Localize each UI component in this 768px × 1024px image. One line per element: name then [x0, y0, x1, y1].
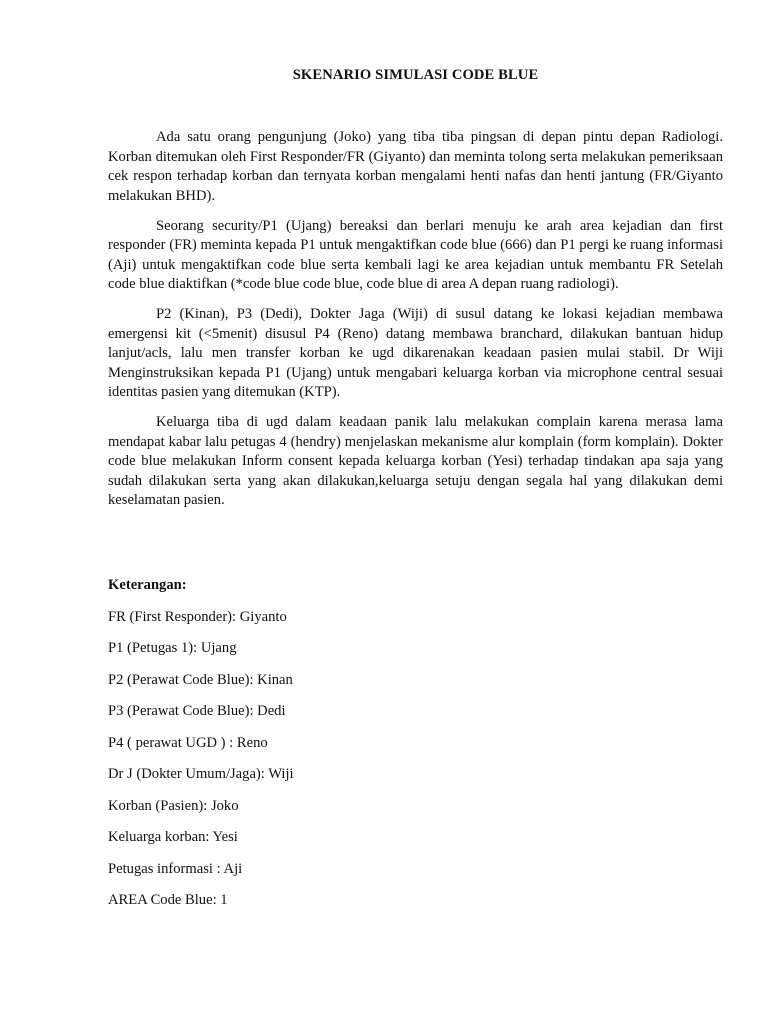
paragraph-2: Seorang security/P1 (Ujang) bereaksi dan berlari menuju ke arah area kejadian dan first responder (FR) meminta kepada P1 untuk mengaktifkan code blue (666) dan P1 pergi ke ruang informasi (Aji) untuk mengaktifkan code blue serta kembali lagi ke area kejadian untuk membantu FR Setelah code blue diaktifkan (*code blue code blue, code blue di area A depan ruang radiologi).	[108, 217, 723, 292]
note-item: P2 (Perawat Code Blue): Kinan	[108, 671, 293, 688]
note-item: Korban (Pasien): Joko	[108, 797, 239, 814]
document-body	[108, 128, 723, 521]
note-item: Dr J (Dokter Umum/Jaga): Wiji	[108, 766, 294, 782]
note-item: P1 (Petugas 1): Ujang	[108, 640, 237, 656]
paragraph-3: P2 (Kinan), P3 (Dedi), Dokter Jaga (Wiji) di susul datang ke lokasi kejadian membawa emergensi kit (<5menit) disusul P4 (Reno) datang membawa branchard, dilakukan bantuan hidup lanjut/acls, lalu men transfer korban ke ugd dikarenakan keadaan pasien mulai stabil. Dr Wiji Menginstruksikan kepada P1 (Ujang) untuk mengabari keluarga korban via microphone central sesuai identitas pasien yang ditemukan (KTP).	[108, 306, 723, 400]
paragraph-4: Keluarga tiba di ugd dalam keadaan panik lalu melakukan complain karena merasa lama mendapat kabar lalu petugas 4 (hendry) menjelaskan mekanisme alur komplain (form komplain). Dokter code blue melakukan Inform consent kepada keluarga korban (Yesi) terhadap tindakan apa saja yang sudah dilakukan serta yang akan dilakukan,keluarga setuju dengan segala hal yang dilakukan demi keselamatan pasien.	[108, 414, 723, 508]
note-item: P3 (Perawat Code Blue): Dedi	[108, 703, 286, 719]
document-title: SKENARIO SIMULASI CODE BLUE	[292, 67, 539, 83]
notes-heading: Keterangan:	[108, 577, 187, 593]
paragraph-1: Ada satu orang pengunjung (Joko) yang tiba tiba pingsan di depan pintu depan Radiologi. Korban ditemukan oleh First Responder/FR (Giyanto) dan meminta tolong serta melakukan pemeriksaan cek respon terhadap korban dan ternyata korban mengalami henti nafas dan henti jantung (FR/Giyanto melakukan BHD).	[108, 129, 723, 204]
note-item: AREA Code Blue: 1	[108, 892, 228, 908]
note-item: Petugas informasi : Aji	[108, 860, 243, 877]
note-item: P4 ( perawat UGD ) : Reno	[108, 734, 268, 751]
note-item: Keluarga korban: Yesi	[108, 829, 238, 845]
notes-section	[108, 576, 723, 923]
note-item: FR (First Responder): Giyanto	[108, 608, 287, 625]
